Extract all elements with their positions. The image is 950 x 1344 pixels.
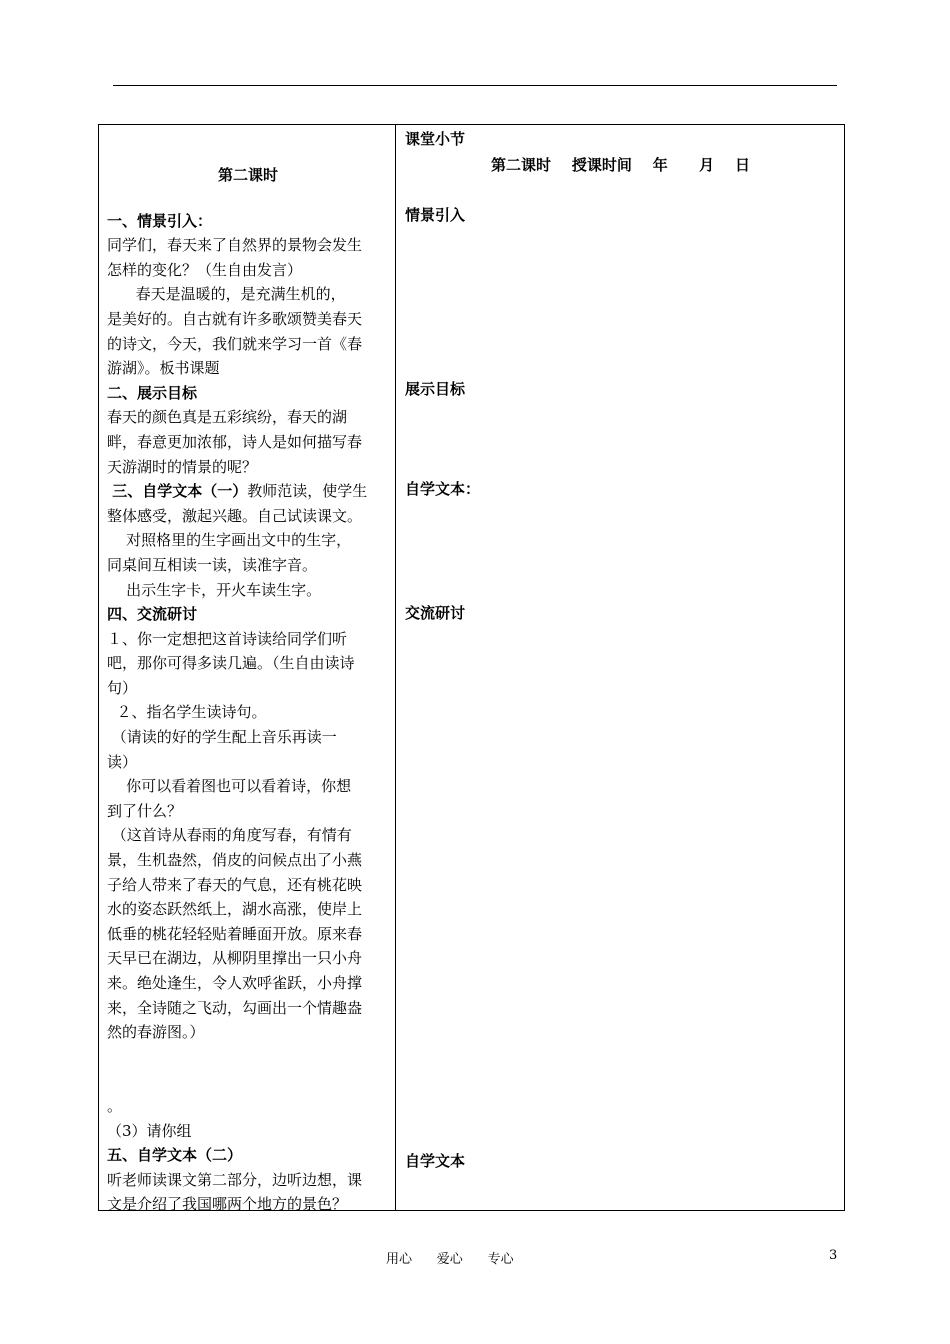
left-line: 子给人带来了春天的气息，还有桃花映	[107, 875, 363, 894]
left-line: ２、指名学生读诗句。	[107, 703, 267, 722]
left-line: 出示生字卡，开火车读生字。	[107, 580, 322, 599]
left-line: 你可以看着图也可以看着诗，你想	[107, 777, 352, 796]
left-line	[107, 1045, 389, 1070]
right-heading: 课堂小节	[405, 130, 466, 148]
left-line: 的诗文，今天，我们就来学习一首《春	[107, 334, 363, 353]
left-line: 到了什么？	[107, 801, 183, 820]
left-line: 文是介绍了我国哪两个地方的景色？	[107, 1195, 348, 1214]
left-line: 整体感受，激起兴趣。自己试读课文。	[107, 506, 363, 525]
left-line: 游湖》。板书课题	[107, 359, 220, 378]
left-line: 五、自学文本（二）	[107, 1146, 243, 1165]
right-section-label: 自学文本	[405, 1152, 466, 1170]
left-line: 句）	[107, 678, 138, 697]
left-line: （3）请你组	[107, 1121, 192, 1140]
right-section-label: 交流研讨	[405, 604, 466, 622]
lesson-table	[98, 124, 845, 1214]
page-number: 3	[829, 1248, 838, 1263]
left-line: 。	[107, 1096, 123, 1115]
left-line: 同桌间互相读一读，读准字音。	[107, 555, 318, 574]
left-line: 畔，春意更加浓郁，诗人是如何描写春	[107, 432, 363, 451]
footer-motto: 用心 爱心 专心	[386, 1252, 514, 1267]
header-rule	[113, 85, 837, 86]
left-line-bold-part: 三、自学文本（一）	[107, 482, 248, 501]
left-line: 来，全诗随之飞动，勾画出一个情趣盎	[107, 998, 363, 1017]
left-line: 四、交流研讨	[107, 605, 198, 624]
left-line: 是美好的。自古就有许多歌颂赞美春天	[107, 309, 363, 328]
left-line: （请读的好的学生配上音乐再读一	[107, 728, 337, 747]
left-line: 景，生机盎然，俏皮的问候点出了小燕	[107, 851, 363, 870]
left-line: 同学们，春天来了自然界的景物会发生	[107, 236, 363, 255]
left-line: １、你一定想把这首诗读给同学们听	[107, 629, 348, 648]
left-line: 水的姿态跃然纸上，湖水高涨，使岸上	[107, 900, 363, 919]
right-section-label: 自学文本：	[405, 480, 481, 498]
left-line: 一、情景引入：	[107, 211, 213, 230]
left-line	[107, 479, 389, 504]
left-line: （这首诗从春雨的角度写春，有情有	[107, 826, 352, 845]
left-line: 对照格里的生字画出文中的生字，	[107, 531, 352, 550]
left-column	[107, 125, 389, 1217]
left-line: 春天是温暖的，是充满生机的，	[107, 285, 346, 304]
left-line-rest: 教师范读，使学生	[247, 482, 368, 501]
left-line: 读）	[107, 752, 138, 771]
left-column-body	[107, 209, 389, 1217]
lesson-title: 第二课时	[217, 166, 278, 184]
column-divider	[395, 125, 396, 1210]
left-line: 吧，那你可得多读几遍。（生自由读诗	[107, 654, 355, 673]
right-subheading: 第二课时 授课时间 年 月 日	[491, 156, 751, 174]
left-line	[107, 1069, 389, 1094]
left-line: 来。绝处逢生，令人欢呼雀跃，小舟撑	[107, 974, 363, 992]
left-line: 怎样的变化？（生自由发言）	[107, 260, 303, 279]
left-line: 听老师读课文第二部分，边听边想，课	[107, 1170, 363, 1189]
left-line: 春天的颜色真是五彩缤纷，春天的湖	[107, 408, 348, 427]
left-line: 天早已在湖边，从柳阴里撑出一只小舟	[107, 949, 363, 968]
left-line: 天游湖时的情景的呢？	[107, 457, 258, 476]
right-section-label: 情景引入	[405, 206, 466, 224]
left-line: 低垂的桃花轻轻贴着睡面开放。原来春	[107, 924, 363, 943]
left-line: 二、展示目标	[107, 383, 198, 402]
right-section-label: 展示目标	[405, 380, 466, 398]
left-line: 然的春游图。）	[107, 1023, 205, 1042]
